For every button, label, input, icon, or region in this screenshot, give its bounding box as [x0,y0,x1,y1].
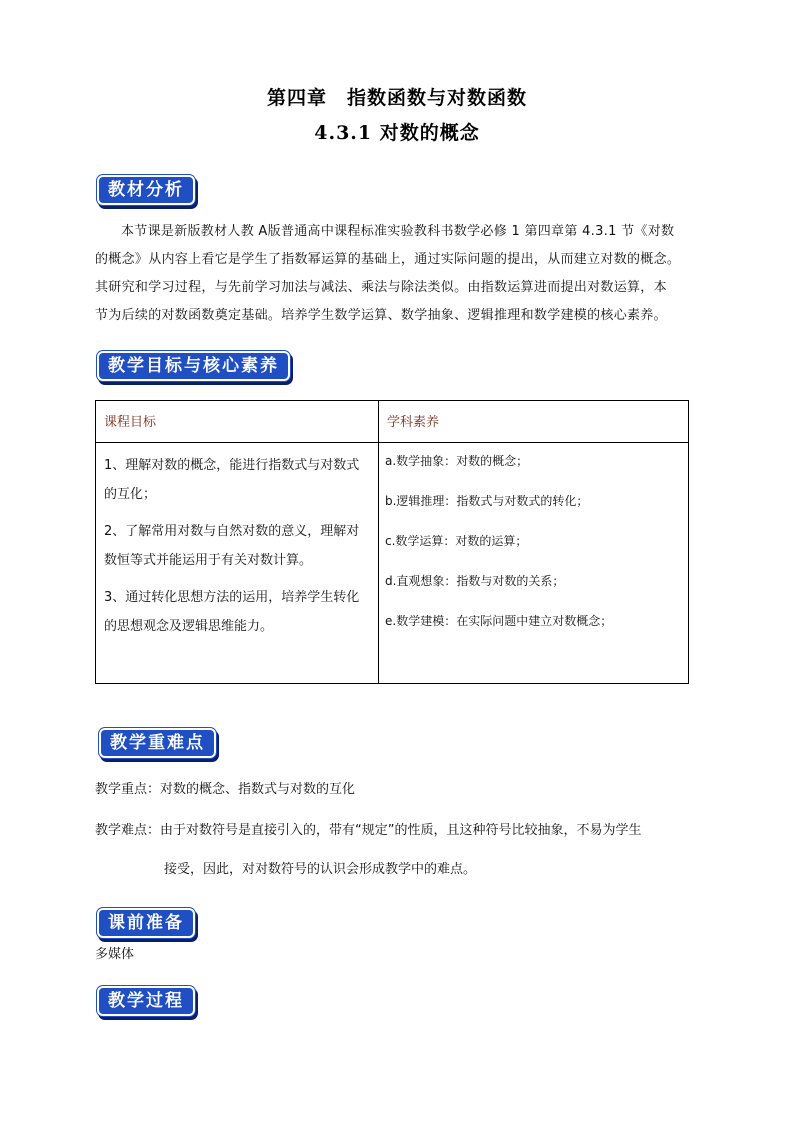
section-label-objectives: 教学目标与核心素养 [99,353,288,379]
chapter-title: 第四章 指数函数与对数函数 [266,87,527,109]
goals-cell [96,443,379,684]
difficulty-text: 教学难点：由于对数符号是直接引入的，带有“规定”的性质，且这种符号比较抽象，不易为学生 [95,823,642,838]
section-label-preparation: 课前准备 [99,910,193,936]
section-label-key-points: 教学重难点 [101,730,214,756]
literacy-cell [379,443,689,684]
literacy-item: d.直观想象：指数与对数的关系； [385,574,565,588]
section-label-process: 教学过程 [99,988,193,1014]
literacy-item: a.数学抽象：对数的概念； [385,454,529,468]
goal-item: 3、通过转化思想方法的运用，培养学生转化的思想观念及逻辑思维能力。 [104,590,360,634]
table-row [96,443,689,684]
analysis-line: 的概念》从内容上看它是学生了指数幂运算的基础上，通过实际问题的提出，从而建立对数的概念。 [95,252,681,267]
preparation-content: 多媒体 [95,947,135,962]
section-label-analysis: 教材分析 [99,177,193,203]
literacy-item: e.数学建模：在实际问题中建立对数概念； [385,614,613,628]
analysis-paragraph [95,218,695,330]
goal-item: 2、了解常用对数与自然对数的意义，理解对数恒等式并能运用于有关对数计算。 [104,524,360,568]
header-subject-literacy: 学科素养 [379,401,689,443]
header-course-goals: 课程目标 [96,401,379,443]
key-point-text: 教学重点：对数的概念、指数式与对数的互化 [95,782,356,797]
table-header-row [96,401,689,443]
difficulty-text-continued: 接受，因此，对对数符号的认识会形成教学中的难点。 [164,862,477,877]
analysis-line: 本节课是新版教材人教 A版普通高中课程标准实验教科书数学必修 1 第四章第 4.3.1 节《对数 [121,224,675,239]
lesson-title: 4.3.1 对数的概念 [314,122,480,144]
goal-item: 1、理解对数的概念，能进行指数式与对数式的互化； [104,458,360,502]
literacy-item: c.数学运算：对数的运算； [385,534,528,548]
objectives-table [95,400,689,684]
literacy-item: b.逻辑推理：指数式与对数式的转化； [385,494,589,508]
analysis-line: 节为后续的对数函数奠定基础。培养学生数学运算、数学抽象、逻辑推理和数学建模的核心素养。 [95,308,667,323]
analysis-line: 其研究和学习过程，与先前学习加法与减法、乘法与除法类似。由指数运算进而提出对数运算，本 [95,280,667,295]
